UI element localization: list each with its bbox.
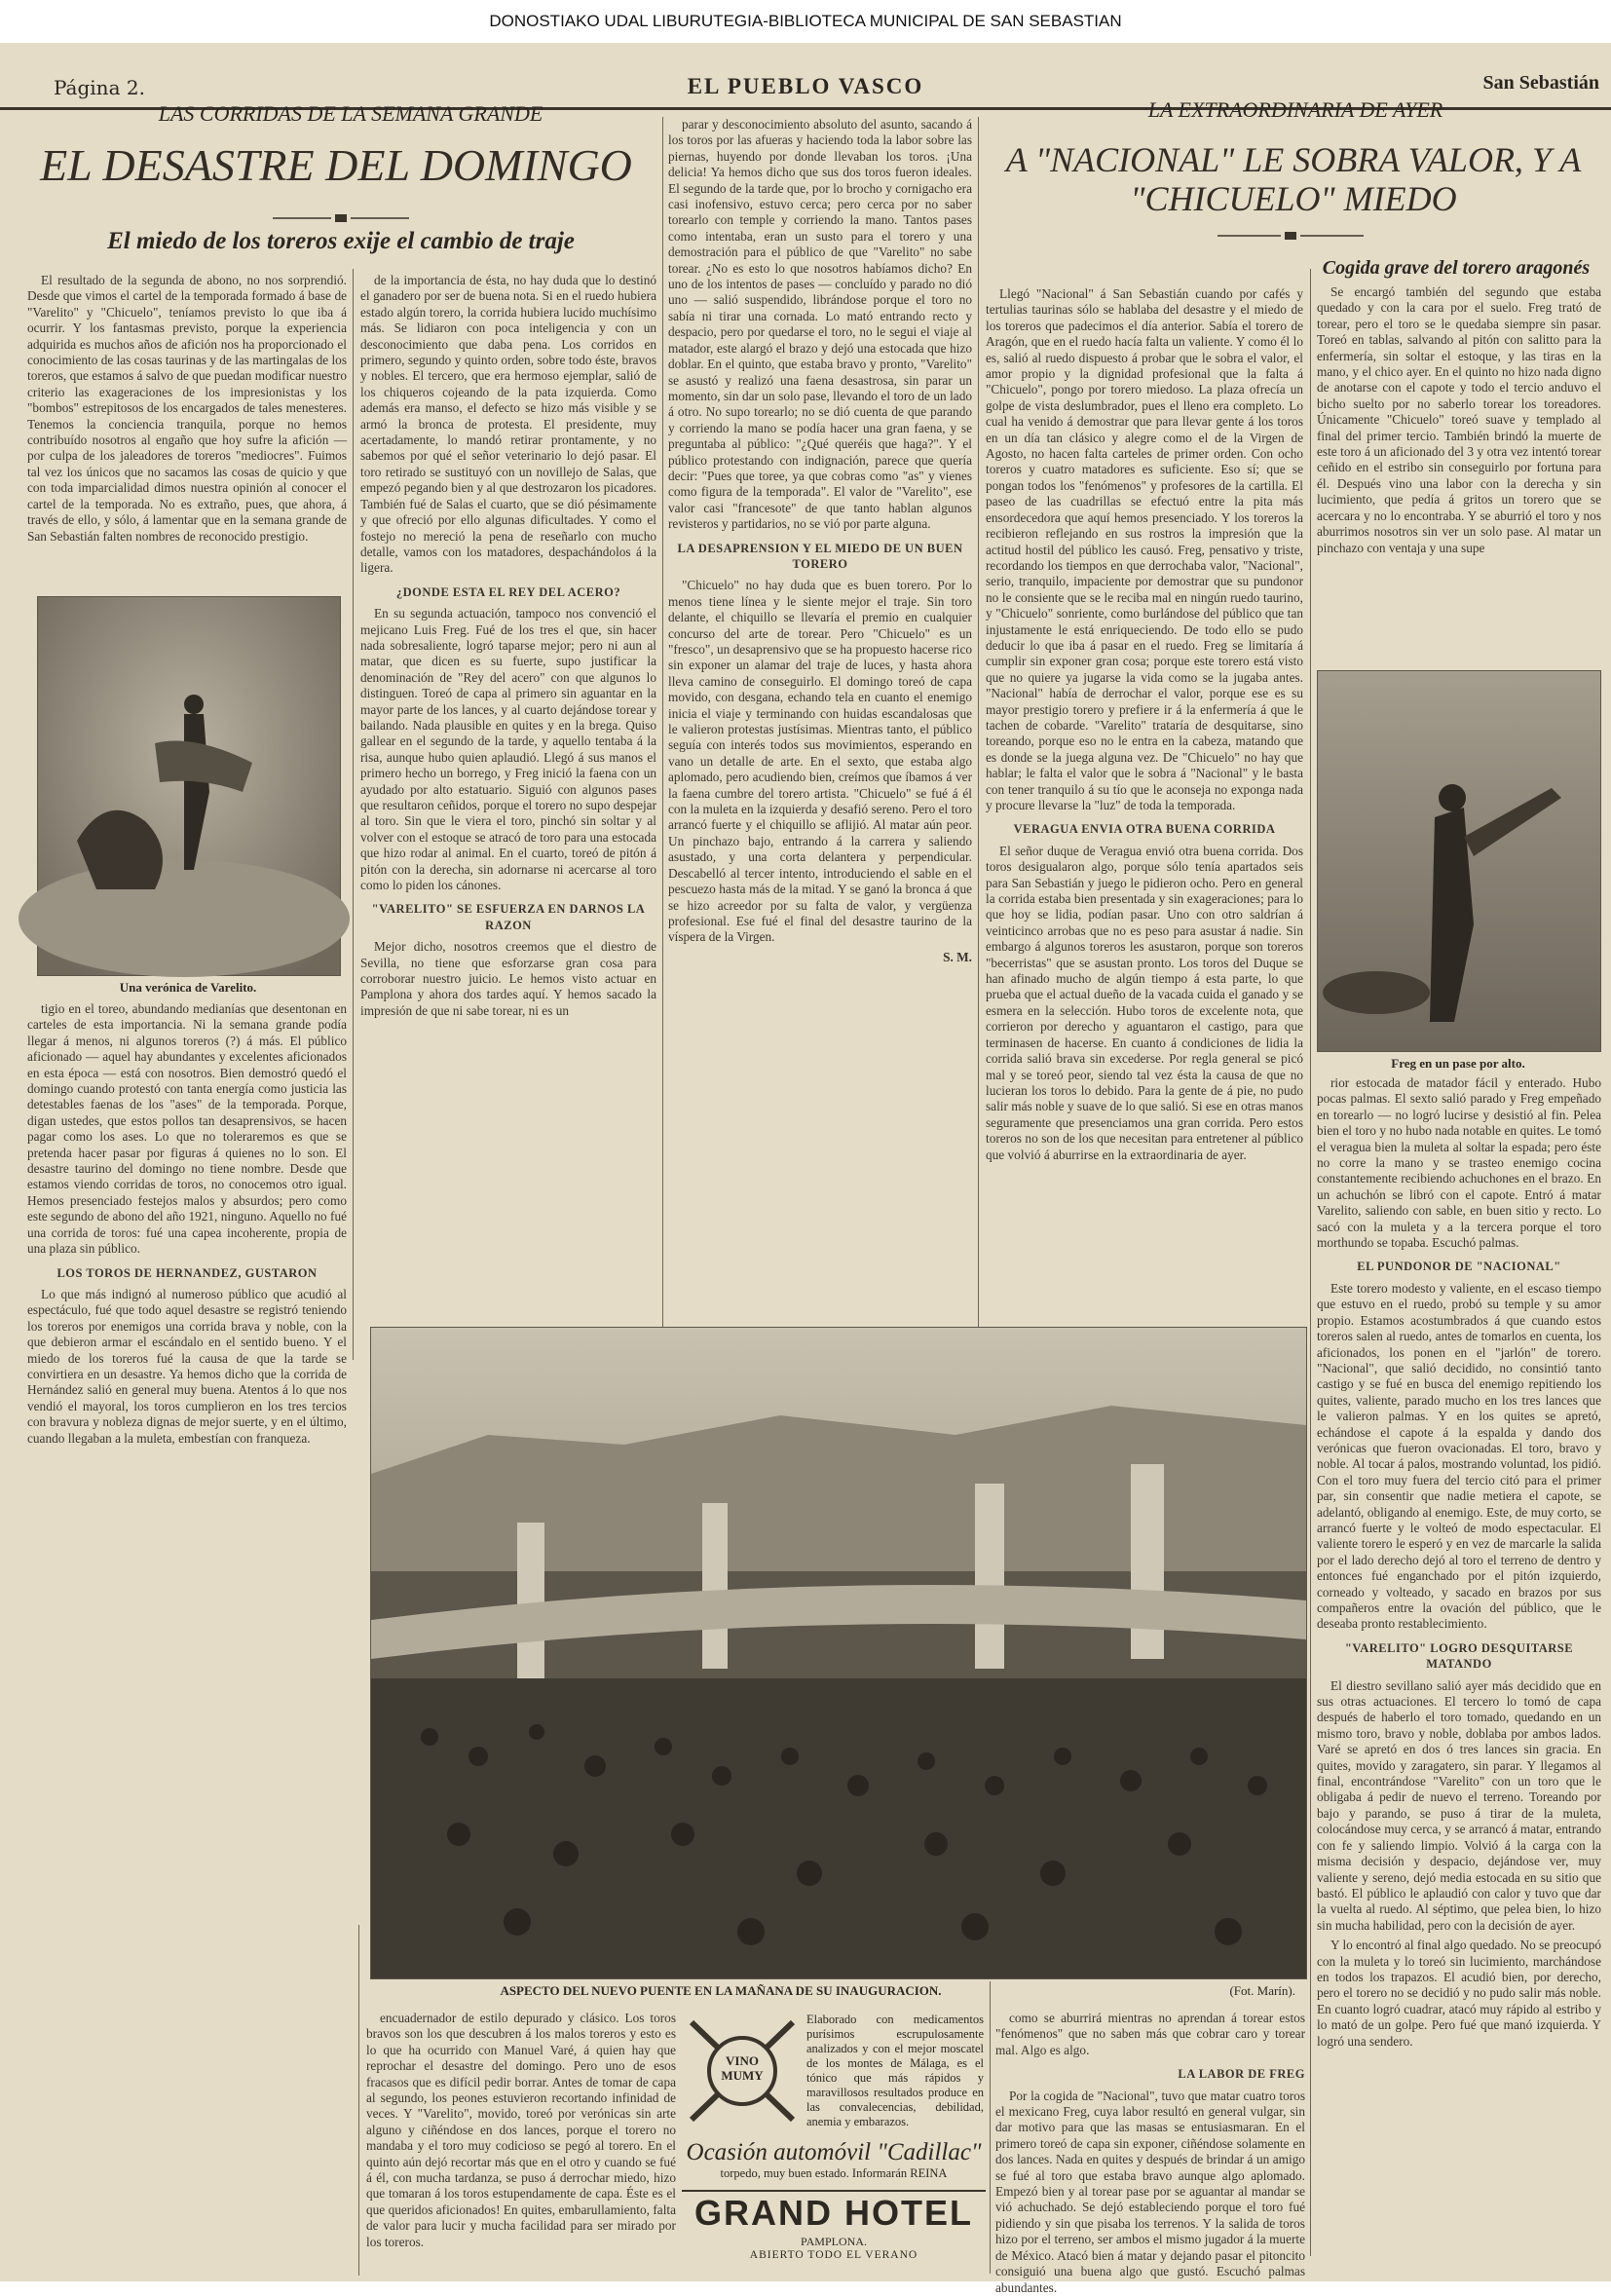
divider-ornament	[273, 212, 409, 224]
body-text: El resultado de la segunda de abono, no nos sorprendió. Desde que vimos el cartel de la temporada formado á base de "Varelito" y "Chicuelo", teníamos previsto lo que iba á ocurrir. Y los fantasmas previsto, porque la experiencia adquirida es muchos años de afición nos ha proporcionado el conocimiento de las cosas taurinas y de las martingalas de los toreros, que estamos á salvo de que puedan modificar nuestro criterio las exageraciones de los impresionistas y los "bombos" estrepitosos de los encargados de tales menesteres. Tenemos la conciencia tranquila, porque no hemos contribuído nosotros al engaño que hoy sufre la afición — por culpa de los jaleadores de toreros "mediocres". Fuimos tal vez los únicos que no sacamos las cosas de quicio y que con toda imparcialidad dimos nuestra opinión al conocer el cartel de la temporada. No es extraño, pues, que ahora, á través de ello, y sólo, á lamentar que en la semana grande de San Sebastián falten nombres de reconocido prestigio.	[27, 273, 347, 544]
column-rule	[662, 117, 663, 1360]
photo-credit: (Fot. Marín).	[1229, 1983, 1295, 1998]
body-text: Lo que más indignó al numeroso público que acudió al espectáculo, fué que todo aquel desastre se registró teniendo los toreros por enemigos una corrida brava y noble, con la que debieron armar el escándalo en el sentido bueno. Y el miedo de los toreros fué la causa de que la tarde se convirtiera en un desastre. Ya hemos dicho que la corrida de Hernández salió en general muy buena. Atentos á lo que nos vendió el mayoral, los toros cumplieron en los tres tercios con bravura y nobleza dignas de mejor suerte, y en el último, cuando llegaban a la muleta, embestían con franqueza.	[27, 1286, 347, 1446]
newspaper-page	[0, 43, 1611, 2295]
section-heading: LOS TOROS DE HERNANDEZ, GUSTARON	[56, 1265, 318, 1280]
body-text: El señor duque de Veragua envió otra buena corrida. Dos toros desigualaron algo, porque sólo tenía apartados seis para San Sebastián y juego le pidieron ocho. Pero en general la corrida estaba bien presentada y sin exageraciones; para lo que hoy se lidia, podían pasar. Uno con otro saldrían á veinticinco arrobas que no es peso para asustar á nadie. Sin embargo á algunos toreros les asustaron, porque son toreros "becerristas" que se asustan pronto. Los toros del Duque se han afinado mucho de algún tiempo á esta parte, lo que prueba que el actual dueño de la vacada cuida el ganado y se esmera en la selección. Hubo toros de excelente nota, que corrieron por derecho y aguantaron el castigo, para que terminasen de hacerse. En cuanto á condiciones de lidia la corrida salió brava sin excederse. Por regla general se picó mal y se toreó peor, siendo tal vez ésta la causa de que no lucieran los toros lo debido. Para la gente de á pie, no pudo salir más noble y suave de lo que salió. Si ese en otras manos seguramente que presenciamos una gran corrida. Pero estos toreros no son de los que necesitan para entretener al público que volvió á aburrirse en la extraordinaria de ayer.	[986, 843, 1303, 1162]
section-heading: EL PUNDONOR DE "NACIONAL"	[1357, 1260, 1561, 1274]
article-column-4	[986, 286, 1303, 1358]
right-article-headline-line-2: "CHICUELO" MIEDO	[1130, 179, 1457, 218]
article-column-1-top	[27, 273, 347, 590]
column-rule	[1310, 269, 1311, 2256]
section-heading: LA DESAPRENSION Y EL MIEDO DE UN BUEN TORERO	[677, 541, 963, 571]
photo-veronica-varelito	[37, 596, 341, 976]
body-text: encuadernador de estilo depurado y clásico. Los toros bravos son los que descubren á los malos toreros y esto es lo que ha ocurrido con Manuel Varé, á quien hay que reprochar el desastre del domingo. Pero uno de esos fracasos que es difícil pedir borrar. Antes de tomar de capa al segundo, los peones estuvieron recortando infinidad de veces. Y "Varelito", movido, toreó por verónicas sin arte alguno y ciñéndose en dos lances, porque el torero no mandaba y el toro muy codicioso se pegó al torero. En el quinto aún dejó recortar más que en el otro y cuando se fué á él, con mucha tardanza, se puso á derrochar miedo, hizo que tomaran á los toros estupendamente de capa. Éste es el que queridos aficionados! En quites, embarullamiento, falta de valor para lucir y mucha facilidad para ser mirado por los toreros.	[366, 2011, 676, 2249]
cadillac-ad-title: Ocasión automóvil "Cadillac"	[686, 2139, 982, 2165]
bridge-inauguration-photo	[370, 1327, 1307, 1979]
city-label: San Sebastián	[1482, 72, 1599, 94]
body-text: Por la cogida de "Nacional", tuvo que matar cuatro toros el mexicano Freg, cuya labor resultó en general vulgar, sin dar motivo para que las masas se entusiasmaran. En el primero toreó de capa sin exponer, ciñéndose solamente en dos lances. Nada en quites y después de brindar á un amigo se fué al toro que estaba bravo aunque algo aplomado. Empezó bien y al torear pase por se aguantar al mandar se vió achuchado. Se dejó estableciendo porque el toro fué pidiendo y sin que pisaba los terrenos. Y la salida de toros hizo por el terreno, ser ambos el mismo jugador á la muerte de México. Atacó bien á matar y dejando pasar el pitoncito consiguió una buena algo que gustó. Escuchó palmas abundantes.	[995, 2088, 1305, 2295]
right-article-subhead: Cogida grave del torero aragonés	[1322, 257, 1591, 279]
left-article-subhead: El miedo de los toreros exije el cambio de traje	[107, 228, 575, 254]
photo-caption: ASPECTO DEL NUEVO PUENTE EN LA MAÑANA DE SU INAUGURACION.	[500, 1983, 942, 1998]
body-text: parar y desconocimiento absoluto del asunto, sacando á los toros por las afueras y haciendo toda la labor sobre las piernas, huyendo por donde llevaban los toros. ¡Una delicia! Ya hemos dicho que sus dos toros fueron ideales. El segundo de la tarde que, por lo brocho y cornigacho era casi inofensivo, estuvo cerca; pero cerca por no saber torearlo con temple y corriendo la mano. Tantos pases como intentaba, eran un susto para el torero y una demostración para el público de que "Varelito" no sabe torear. ¿No es esto lo que nosotros habíamos dicho? En uno de los intentos de pases — concluído y parado no dió uno — salió suspendido, librándose porque el toro no sabía ni tirar una cornada. Lo mató entrando recto y despacio, pero por quedarse el toro, no le segui el viaje al matador, este alargó el brazo y dejó una estocada que hizo doblar. En el quinto, que estaba bravo y pronto, "Varelito" se asustó y realizó una faena desastrosa, sin parar un momento, sin dar un solo pase, llevando el toro de un lado á otro. No supo torearlo; no se dió cuenta de que parando y corriendo la mano se podía hacer una gran faena, y se preguntaba al público: "¿Qué queréis que haga?". Y el público protestando con indignación, parece que quería decir: "Pues que toree, ya que cobras como "as" y vienes como figura de la temporada". El valor de "Varelito", ese valor casi "francesote" de que tanto hablan algunos revisteros y partidarios, no se vió por parte alguna.	[668, 117, 972, 532]
body-text: "Chicuelo" no hay duda que es buen torero. Por lo menos tiene línea y le siente mejor el traje. Sin toro delante, el chiquillo se llevaría el premio en cualquier concurso del arte de torear. Pero "Chicuelo" es un "fresco", un desaprensivo que se ha propuesto hacerse rico sin exponer un alamar del traje de luces, y hasta ahora lleva camino de conseguirlo. El domingo toreó de capa movido, con desgana, echando tela en cuanto el enemigo inicia el viaje y terminando con huidas escandalosas que le valieron protestas justísimas. Mientras tanto, el público seguía con interés todos sus movimientos, esperando en vano un detalle de arte. En el sexto, que estaba algo aplomado, pero acudiendo bien, creímos que íbamos á ver la faena cumbre del torero artista. "Chicuelo" se fué á él con la muleta en la izquierda y desafió sereno. Pero el toro arrancó fuerte y el chiquillo se aflijió. Al matar aún peor. Un pinchazo bajo, entrando á la carrera y saliendo asustado, y una corta delantera y perpendicular. Descabelló al tercer intento, introduciendo el sable en el pescuezo hasta más de la mitad. Y se ganó la bronca á que se hizo acreedor por su falta de valor, y vergüenza profesional. Ese fué el final del desastre taurino de la víspera de la Virgen.	[668, 578, 972, 945]
grand-hotel-ad	[682, 2190, 986, 2274]
article-column-5-top	[1317, 284, 1601, 659]
column-rule	[990, 1981, 991, 2274]
column-rule	[353, 269, 354, 1360]
photo-caption: Una verónica de Varelito.	[119, 980, 257, 995]
vino-mumy-logo-text: VINO MUMY	[721, 2053, 764, 2083]
section-heading: LA LABOR DE FREG	[1178, 2067, 1305, 2082]
left-article-kicker: LAS CORRIDAS DE LA SEMANA GRANDE	[158, 101, 543, 126]
newspaper-title: EL PUEBLO VASCO	[687, 74, 924, 98]
bullfighter-photo-illustration	[1318, 671, 1600, 1051]
section-heading: ¿DONDE ESTA EL REY DEL ACERO?	[395, 584, 621, 599]
body-text: En su segunda actuación, tampoco nos convenció el mejicano Luis Freg. Fué de los tres el que, sin hacer nada sobresaliente, logró taparse mejor; pero ni aun al matar, que dicen es su fuerte, supo justificar la denominación de "Rey del acero" con que algunos lo distinguen. Toreó de capa al primero sin aguantar en la mayor parte de los lances, y al cuarto dejándose torear y bailando. Nada plausible en quites y en la brega. Quiso gallear en el segundo de la tarde, y aquello tentaba á la risa, aunque hubo quien aplaudió. Llegó á sus manos el primero hecho un borrego, y Freg inició la faena con un ayudado por alto estatuario. Siguió con algunos pases que resultaron ceñidos, porque el torero no supo despejar al toro. Sin que le viera el toro, pinchó sin soltar y al volver con el estoque se atracó de toro para una estocada que hizo rodar al animal. En el cuarto, toreó de pitón á pitón con la derecha, sin adornarse ni acercarse al toro como lo piden los cánones.	[360, 606, 656, 893]
article-column-5-bottom	[1317, 1075, 1601, 2272]
cadillac-ad-text: torpedo, muy buen estado. Informarán REINA	[720, 2166, 948, 2180]
section-heading: VERAGUA ENVIA OTRA BUENA CORRIDA	[1013, 822, 1276, 837]
body-text: Mejor dicho, nosotros creemos que el diestro de Sevilla, no tiene que esforzarse gran cosa para corroborar nuestro juicio. Le hemos visto actuar en Pamplona y ahora dos tardes aquí. Y hemos sacado la impresión de que ni sabe torear, ni es un	[360, 939, 656, 1018]
section-heading: "VARELITO" LOGRO DESQUITARSE MATANDO	[1344, 1640, 1574, 1672]
photo-freg-pase-alto	[1317, 670, 1601, 1052]
bullfight-photo-illustration	[38, 597, 340, 975]
body-text: como se aburrirá mientras no aprendan á torear estos "fenómenos" que no saben más que cobrar caro y torear mal. Algo es algo.	[995, 2011, 1305, 2057]
body-text: Y lo encontró al final algo quedado. No se preocupó con la muleta y lo toreó sin lucimiento, marchándose en todos los trapazos. El acudió bien, por derecho, pero el torero no se decidió y no pudo salir más noble. En cuanto logró cuadrar, atacó muy rápido al estribo y lo mató de un golpe. Pero fué que manó izquierda. Y logró una sendero.	[1317, 1938, 1601, 2049]
author-signature: S. M.	[943, 949, 972, 964]
body-text: El diestro sevillano salió ayer más decidido que en sus otras actuaciones. El tercero lo tomó de capa después de haberlo el toro tomado, quedando en un mismo toro, bravo y noble, doblaba por ambos lados. Varé se apretó en dos ó tres lances sin gracia. En quites, movido y zaragatero, sin parar. Y llegamos al final, encontrándose "Varelito" con un toro que le obligaba á pedir de nuevo el terreno. Toreando por bajo y parando, se puso á tirar de la muleta, colocándose muy cerca, y se arrancó á matar, entrando con fe y saliendo limpio. Volvió á la carga con la misma decisión y despacio, dejándose ver, muy valiente y sereno, dejó media estocada en su sitio que bastó. El público le aplaudió con calor y tuvo que dar la vuelta al ruedo. Al séptimo, que pelea bien, lo hizo sin mucha habilidad, pero con la decisión de ayer.	[1317, 1677, 1601, 1933]
article-column-2	[360, 273, 656, 1360]
grand-hotel-city: PAMPLONA.	[801, 2235, 867, 2248]
body-text: rior estocada de matador fácil y enterado. Hubo pocas palmas. El sexto salió parado y Freg empeñado en torearlo — no logró lucirse y desistió al fin. Pelea bien el toro y no hubo nada notable en quites. Le tomó el veragua bien la muleta al soltar la espada; pero éste no corre la mano y se trasteo enemigo cocina constantemente recibiendo achuchones en el brazo. En un achuchón se libró con el capote. Entró á matar Varelito, saliendo con sable, en buen sitio y recto. Lo sacó con la muleta y a la tercera porque el toro morthundo se topaba. Escuchó palmas.	[1317, 1075, 1601, 1251]
left-article-headline: EL DESASTRE DEL DOMINGO	[40, 140, 632, 190]
vino-mumy-ad	[682, 2011, 986, 2131]
body-text: Llegó "Nacional" á San Sebastián cuando por cafés y tertulias taurinas sólo se hablaba del desastre y el miedo de los toreros que padecimos el día anterior. Sabía el torero de Aragón, que en el ruedo hacía falta un valiente. Y como él lo es, salió al ruedo dispuesto á probar que le sobra el valor, el amor propio y la dignidad profesional que la falta á "Chicuelo", pongo por torero miedoso. La plaza ofrecía un golpe de vista deslumbrador, pues el lleno era completo. Lo cual ha venido á demostrar que para llevar gente á los toros en un día tan clásico y alegre como el de la Virgen de Agosto, no hacen falta carteles de primer orden. Con ocho toreros y cuatro matadores es suficiente. Eso sí; que se pongan todos los "fenómenos" y profesores de la cartilla. El paseo de las cuadrillas se efectuó entre la pita más ensordecedora que aquí hemos presenciado. Y los toreros la recibieron reflejando en sus rostros la impresión que la actitud hostil del público les causó. Freg, pensativo y triste, recordando los tiempos en que derrochaba valor, "Nacional", serio, tranquilo, impaciente por demostrar que su pundonor no le consiente que se le reciba mal en ningún ruedo taurino, y "Chicuelo" sonriente, como burlándose del público que tan injustamente le está enriqueciendo. De todo ello se pudo deducir lo que iba á pasar en el ruedo. Freg se limitaría á cumplir sin exponer gran cosa; porque este torero está visto que no quiere ya jugarse la vida como se la jugaba antes. "Nacional" había de derrochar el valor, porque ese es su mayor prestigio torero y prefiere ir á la enfermería á que le tachen de cobarde. "Varelito" trataría de desquitarse, sino toreando, porque eso no le entra en la cabeza, matando que es donde se la juega alguna vez. De "Chicuelo" no hay que hablar; le falta el valor que le sobra á "Nacional" y le basta con tener tranquilo á su tío que le aconseja no exponga nada y procure llevarse la "luz" de toda la temporada.	[986, 286, 1303, 812]
bottom-column-a	[366, 2011, 676, 2272]
bottom-column-c	[995, 2011, 1305, 2295]
body-text: Este torero modesto y valiente, en el escaso tiempo que estuvo en el ruedo, probó su temple y su amor propio. Estamos acostumbrados á que cuando estos toreros salen al ruedo, antes de tomarlos en cuenta, los aficionados, los ponen en el "jarlón" de torero. "Nacional", que salió decidido, no consintió tanto castigo y se fué en busca del enemigo repitiendo los quites, valiente, parado mucho en los tres lances que le valieron palmas. Y en los quites se apretó, echándose el capote á la espalda y dando dos verónicas que fueron ovacionadas. El toro, bravo y noble. Al tocar á palos, mostrando voluntad, los pidió. Con el toro muy fuera del tercio citó para el primer par, sin consentir que nadie metiera el capote, se adelantó, obligando al enemigo. Este, de muy corto, se arrancó fuerte y le volteó de modo espectacular. El valiente torero le esperó y en vez de marcarle la salida por el lado derecho dejó al toro el terreno de dentro y entonces fué enganchado por el pitón izquierdo, corneado y volteado, y sacado en brazos por sus compañeros entre la ovación del público, que le deseaba pronto restablecimiento.	[1317, 1280, 1601, 1632]
grand-hotel-note: ABIERTO TODO EL VERANO	[749, 2249, 918, 2261]
crowd-bridge-illustration	[371, 1328, 1306, 1978]
right-article-headline-line-1: A "NACIONAL" LE SOBRA VALOR, Y A	[1005, 140, 1582, 179]
photo-caption: Freg en un pase por alto.	[1391, 1056, 1525, 1071]
column-rule	[978, 117, 979, 1360]
column-rule	[358, 1925, 359, 2276]
body-text: Se encargó también del segundo que estaba quedado y con la cara por el suelo. Freg trató de torear, pero el toro se le quedaba siempre sin pasar. Toreó en tablas, salvando al pitón con salitto para la enfermería, sin soltar el estoque, y las tiras en la mano, y el chico ayer. En el quinto no hizo nada digno de anotarse con el capote y todo el tercio anduvo el bicho suelto por no saberlo torear los toreadores. Únicamente "Chicuelo" toreó suave y templado al final del primer tercio. También brindó la muerte de este toro á un aficionado del 3 y otra vez intentó torear ceñido en el estribo sin conseguirlo por fortuna para él. Después vino una labor con la derecha y sin lucimiento, que pedía á gritos un torero que se acercara y no lo encontraba. Y se aburrió el toro y nos aburrimos nosotros sin ver un solo pase. Al matar un pinchazo con ventaja y una supe	[1317, 284, 1601, 555]
body-text: tigio en el toreo, abundando medianías que desentonan en carteles de esta importancia. Ni la semana grande podía llegar á menos, ni algunos toreros (?) á más. El público aficionado — aquel hay abundantes y excelentes aficionados en esta época — está con nosotros. Bien demostró quedó el domingo cuando protestó con tanta energía como justicia las detestables faenas de los "ases" de la temporada. Porque, digan ustedes, que estos pollos tan desaprensivos, se hacen pagar como los ases. Lo que no toleraremos es que se pretenda hacer pasar por figuras á quienes no lo son. El desastre taurino del domingo no tiene nombre. Desde que estamos viendo corridas de toros, no conocemos otro igual. Hemos presenciado festejos malos y absurdos; pero como este segundo de abono del año 1921, ninguno. Aquello no fué una corrida de toros: fué una capea incoherente, propia de una plaza sin público.	[27, 1001, 347, 1257]
library-banner: DONOSTIAKO UDAL LIBURUTEGIA-BIBLIOTECA MUNICIPAL DE SAN SEBASTIAN	[0, 0, 1611, 43]
right-article-kicker: LA EXTRAORDINARIA DE AYER	[1147, 97, 1443, 122]
vino-mumy-ad-text: Elaborado con medicamentos purísimos escrupulosamente analizados y con el mejor moscatel de los montes de Málaga, es el tónico que más rápidos y maravillosos resultados produce en las convalecencias, debilidad, anemia y embarazos.	[806, 2013, 984, 2128]
page-number: Página 2.	[54, 76, 145, 99]
section-heading: "VARELITO" SE ESFUERZA EN DARNOS LA RAZON	[371, 902, 646, 932]
article-column-1-bottom	[27, 1001, 347, 1787]
article-column-3	[668, 117, 972, 1360]
cadillac-ad	[682, 2139, 986, 2182]
divider-ornament	[1218, 230, 1364, 242]
grand-hotel-title: GRAND HOTEL	[694, 2193, 973, 2233]
body-text: de la importancia de ésta, no hay duda que lo destinó el ganadero por ser de buena nota. Si en el ruedo hubiera estado algún torero, la corrida hubiera lucido muchísimo más. Se lidiaron con poca inteligencia y con un desconocimiento que daba pena. Los corridos en primero, segundo y quinto orden, sobre todo éste, bravos y nobles. El tercero, que era hermoso ejemplar, salió de los chiqueros cojeando de la pata izquierda. Como además era manso, el defecto se hizo más visible y se armó la bronca de protesta. El presidente, muy acertadamente, lo mandó retirar prontamente, y no sabemos por qué el señor veterinario lo dejó pasar. El toro retirado se sustituyó con un novillejo de Salas, que empezó pegando bien y al que destrozaron los picadores. También fué de Salas el cuarto, que se dió pésimamente y que ofreció por ello algunas dificultades. Y como el fostejo no mereció la pena de reseñarlo con mucho detalle, vamos con los matadores, despachándolos á la ligera.	[360, 273, 656, 576]
